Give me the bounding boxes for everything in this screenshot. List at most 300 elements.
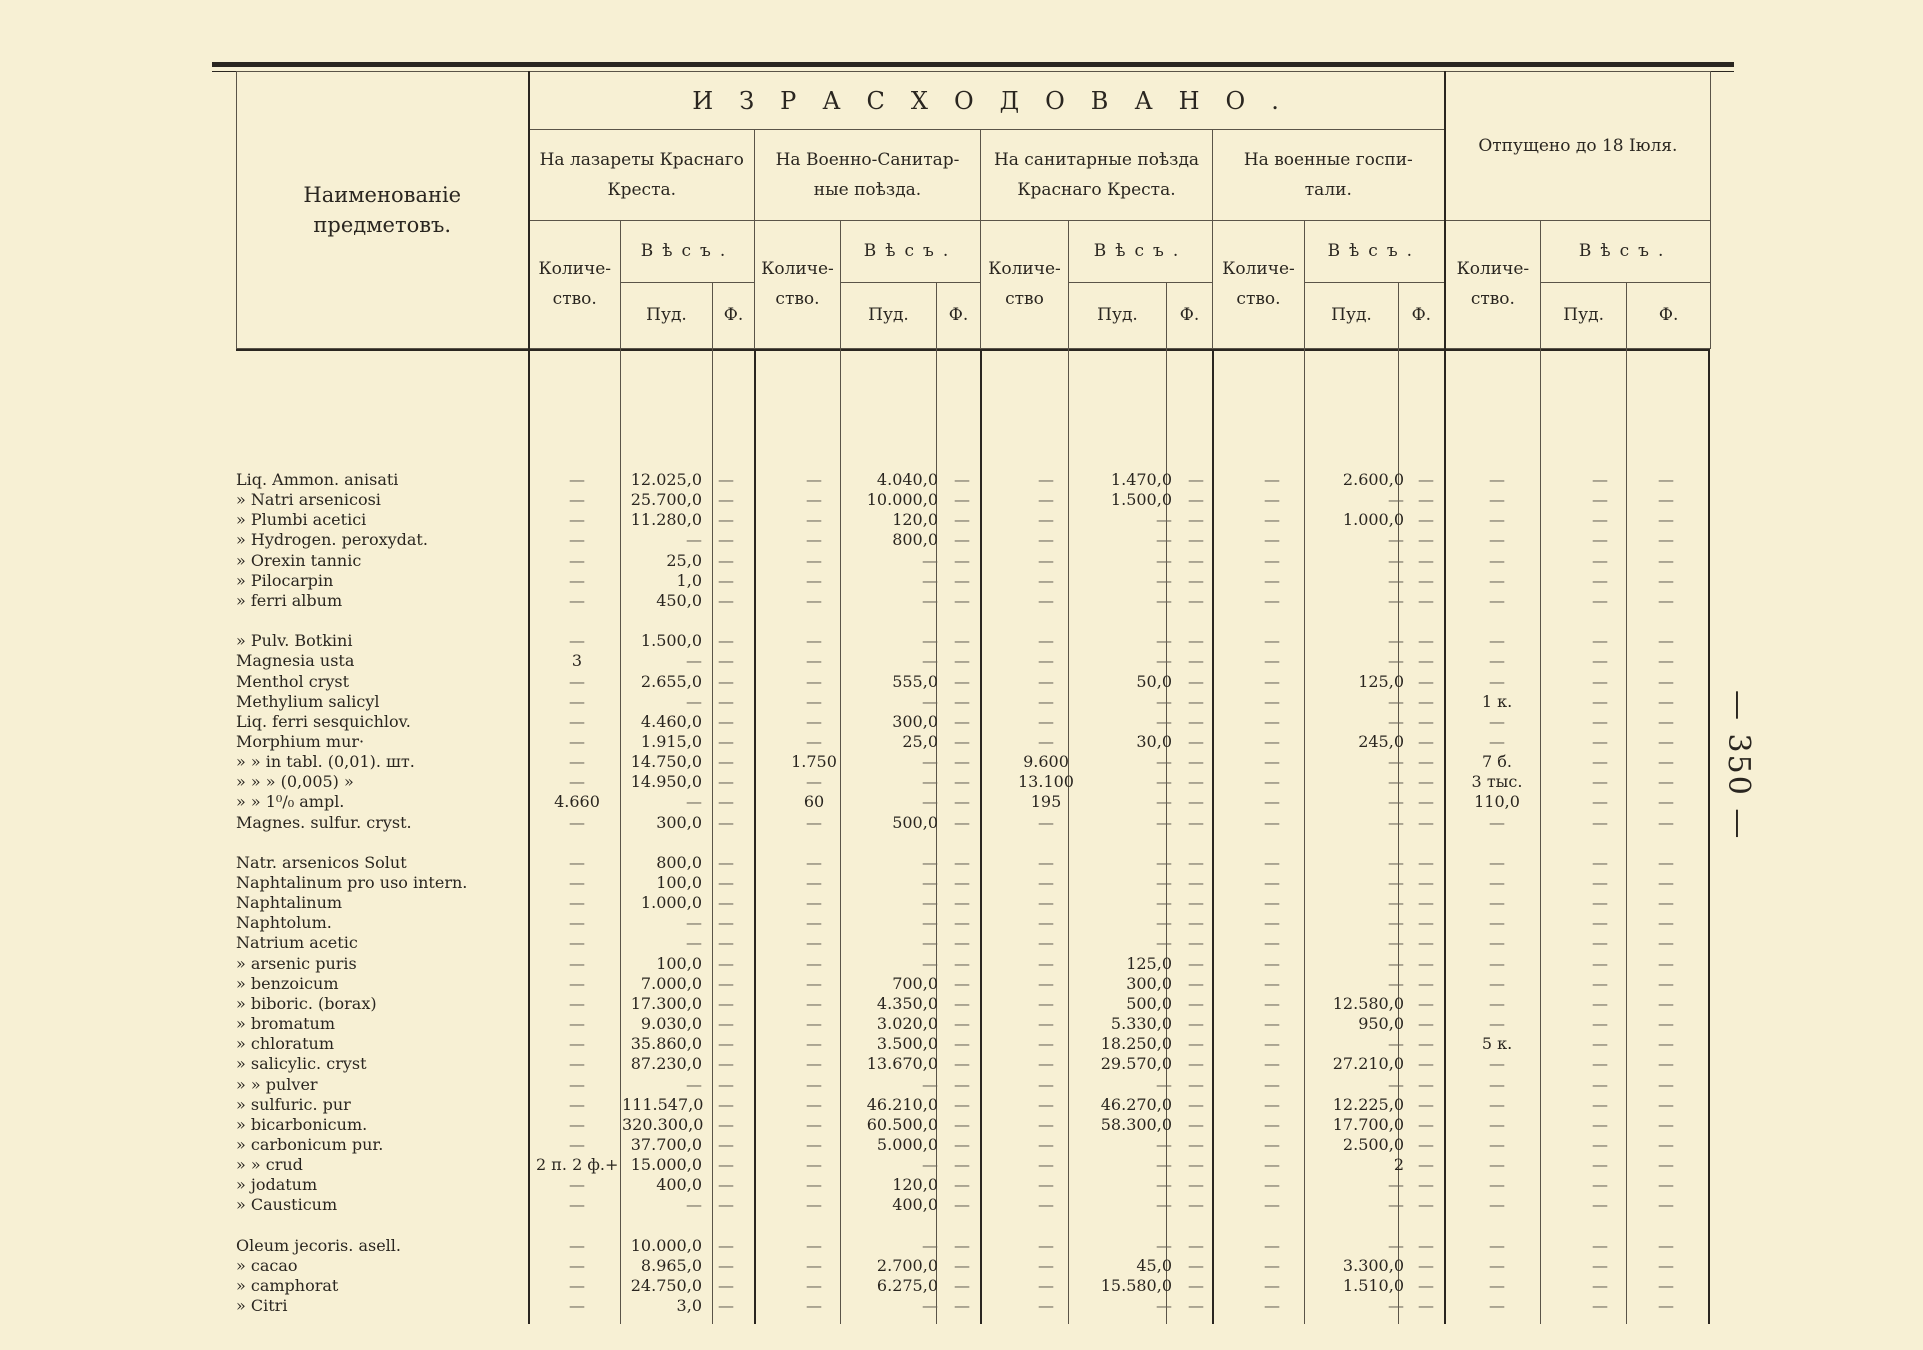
value-cell: 300,0	[892, 711, 938, 731]
table-row	[236, 1135, 1710, 1155]
table-row	[236, 651, 1710, 671]
table-row	[236, 1115, 1710, 1135]
value-cell: —	[954, 913, 970, 933]
funt-header: Ф.	[1627, 282, 1711, 348]
value-cell: —	[1489, 671, 1505, 691]
value-cell: —	[1264, 913, 1280, 933]
value-cell: —	[1489, 893, 1505, 913]
value-cell: —	[1156, 933, 1172, 953]
value-cell: —	[569, 812, 585, 832]
value-cell: —	[1188, 731, 1204, 751]
value-cell: —	[1418, 1014, 1434, 1034]
value-cell: —	[1592, 671, 1608, 691]
value-cell: —	[1418, 913, 1434, 933]
value-cell: —	[806, 490, 822, 510]
value-cell: —	[1658, 550, 1674, 570]
value-cell: —	[1388, 973, 1404, 993]
value-cell: —	[1658, 1155, 1674, 1175]
value-cell: —	[922, 550, 938, 570]
value-cell: —	[1264, 490, 1280, 510]
value-cell: —	[954, 1155, 970, 1175]
value-cell: —	[1592, 873, 1608, 892]
value-cell: 2.655,0	[640, 671, 702, 691]
value-cell: —	[569, 1296, 585, 1316]
value-cell: —	[569, 490, 585, 510]
item-name: Natr. arsenicos Solut	[236, 853, 528, 873]
value-cell	[858, 833, 938, 853]
table-row	[236, 772, 1710, 792]
header-bottom-rule	[236, 349, 1710, 351]
value-cell: —	[718, 570, 734, 590]
value-cell: —	[718, 651, 734, 671]
value-cell: —	[1156, 1074, 1172, 1094]
value-cell: —	[1418, 570, 1434, 590]
value-cell: —	[1188, 470, 1204, 489]
value-cell: —	[806, 812, 822, 832]
value-cell: —	[1418, 1235, 1434, 1255]
value-cell: —	[569, 1094, 585, 1114]
value-cell: 3	[571, 651, 583, 671]
value-cell: —	[1038, 1034, 1054, 1054]
value-cell: —	[569, 530, 585, 550]
value-cell: —	[1658, 993, 1674, 1013]
value-cell: —	[1489, 1134, 1505, 1154]
value-cell: —	[718, 772, 734, 792]
value-cell: —	[1264, 1175, 1280, 1195]
value-cell: —	[1592, 1235, 1608, 1255]
value-cell: —	[1592, 1175, 1608, 1195]
value-cell: —	[1418, 1255, 1434, 1275]
value-cell: —	[1264, 691, 1280, 711]
table-row	[236, 1216, 1710, 1236]
value-cell: —	[1418, 812, 1434, 832]
value-cell: —	[1418, 711, 1434, 731]
value-cell: —	[1658, 570, 1674, 590]
value-cell: —	[569, 772, 585, 792]
value-cell	[1088, 833, 1172, 853]
value-cell	[706, 1216, 746, 1236]
value-cell: —	[1156, 1134, 1172, 1154]
value-cell: —	[954, 1195, 970, 1215]
value-cell: —	[806, 933, 822, 953]
value-cell: —	[1592, 1276, 1608, 1295]
spent-header: ИЗРАСХОДОВАНО.	[529, 72, 1445, 130]
pud-header: Пуд.	[841, 282, 937, 348]
value-cell: —	[1038, 470, 1054, 489]
value-cell	[536, 611, 618, 631]
value-cell: —	[1418, 953, 1434, 973]
value-cell: —	[1038, 631, 1054, 651]
value-cell: —	[806, 953, 822, 973]
item-name: Oleum jecoris. asell.	[236, 1236, 528, 1256]
value-cell: —	[1388, 1175, 1404, 1195]
value-cell: —	[806, 1175, 822, 1195]
value-cell: 14.950,0	[630, 772, 702, 792]
value-cell: —	[569, 550, 585, 570]
value-cell: —	[806, 570, 822, 590]
value-cell: —	[1188, 772, 1204, 792]
value-cell: —	[1489, 570, 1505, 590]
value-cell: —	[1418, 671, 1434, 691]
value-cell	[1406, 1216, 1446, 1236]
value-cell: —	[1418, 651, 1434, 671]
value-cell: —	[922, 792, 938, 812]
value-cell: —	[569, 510, 585, 530]
value-cell: —	[1038, 1054, 1054, 1074]
value-cell	[774, 833, 854, 853]
table-row	[236, 833, 1710, 853]
table-row	[236, 490, 1710, 510]
value-cell: —	[1188, 852, 1204, 872]
value-cell: —	[1592, 852, 1608, 872]
value-cell: —	[806, 772, 822, 792]
table-row	[236, 591, 1710, 611]
value-cell: —	[954, 1134, 970, 1154]
value-cell	[1570, 1216, 1630, 1236]
value-cell: —	[1188, 933, 1204, 953]
value-cell: —	[1489, 651, 1505, 671]
value-cell: —	[569, 893, 585, 913]
value-cell: —	[569, 691, 585, 711]
value-cell: 17.700,0	[1332, 1114, 1404, 1134]
qty-header: Количе- ство	[981, 220, 1069, 348]
value-cell: —	[1038, 1074, 1054, 1094]
value-cell: —	[806, 631, 822, 651]
value-cell: —	[1264, 973, 1280, 993]
value-cell: —	[1156, 1155, 1172, 1175]
value-cell: —	[1489, 973, 1505, 993]
value-cell: —	[1388, 792, 1404, 812]
value-cell: —	[1188, 711, 1204, 731]
value-cell: —	[806, 510, 822, 530]
value-cell: 3.300,0	[1342, 1255, 1404, 1275]
pud-header: Пуд.	[1305, 282, 1399, 348]
table-row	[236, 1296, 1710, 1316]
value-cell: —	[1592, 470, 1608, 489]
table-row	[236, 933, 1710, 953]
value-cell: —	[1188, 631, 1204, 651]
value-cell: —	[806, 530, 822, 550]
table-row	[236, 510, 1710, 530]
value-cell: —	[1658, 731, 1674, 751]
value-cell: —	[954, 731, 970, 751]
value-cell: —	[1038, 1114, 1054, 1134]
value-cell: —	[1264, 852, 1280, 872]
table-row	[236, 974, 1710, 994]
value-cell	[622, 611, 702, 631]
value-cell: —	[1156, 590, 1172, 610]
value-cell: 46.210,0	[866, 1094, 938, 1114]
value-cell: —	[718, 933, 734, 953]
value-cell: —	[1038, 530, 1054, 550]
value-cell: —	[1489, 1094, 1505, 1114]
value-cell: 950,0	[1358, 1014, 1404, 1034]
value-cell: —	[718, 711, 734, 731]
value-cell: —	[569, 1235, 585, 1255]
value-cell: —	[1489, 1195, 1505, 1215]
value-cell: —	[806, 1155, 822, 1175]
value-cell: —	[1188, 490, 1204, 510]
value-cell: —	[1156, 873, 1172, 892]
value-cell: —	[1264, 1134, 1280, 1154]
item-name: Magnesia usta	[236, 651, 528, 671]
value-cell: —	[1188, 1014, 1204, 1034]
value-cell: —	[1658, 671, 1674, 691]
value-cell: —	[1388, 1195, 1404, 1215]
value-cell: —	[718, 752, 734, 772]
value-cell: —	[954, 1014, 970, 1034]
value-cell: —	[1418, 772, 1434, 792]
value-cell: —	[954, 1094, 970, 1114]
value-cell: —	[922, 651, 938, 671]
value-cell: —	[1418, 590, 1434, 610]
value-cell: —	[1388, 913, 1404, 933]
value-cell: —	[1188, 1134, 1204, 1154]
item-name: Natrium acetic	[236, 933, 528, 953]
value-cell: —	[569, 1276, 585, 1295]
table-row	[236, 732, 1710, 752]
item-name: » benzoicum	[236, 974, 528, 994]
value-cell: —	[1418, 470, 1434, 489]
table-row	[236, 1256, 1710, 1276]
value-cell: —	[1264, 711, 1280, 731]
value-cell: —	[806, 711, 822, 731]
item-name: Morphium mur·	[236, 732, 528, 752]
value-cell: 60	[803, 792, 825, 812]
value-cell: —	[1388, 953, 1404, 973]
value-cell: —	[1264, 893, 1280, 913]
value-cell: 111.547,0	[622, 1094, 704, 1114]
value-cell: —	[718, 1155, 734, 1175]
table-row	[236, 672, 1710, 692]
value-cell: —	[569, 1054, 585, 1074]
value-cell: —	[686, 530, 702, 550]
qty-header: Количе- ство.	[529, 220, 621, 348]
value-cell: —	[1264, 510, 1280, 530]
value-cell: —	[1658, 913, 1674, 933]
item-name: » bromatum	[236, 1014, 528, 1034]
value-cell: —	[1418, 1034, 1434, 1054]
group-header-hospitals: На военные госпи- тали.	[1213, 130, 1445, 220]
item-name: » Plumbi acetici	[236, 510, 528, 530]
value-cell: —	[1592, 772, 1608, 792]
value-cell: —	[1658, 631, 1674, 651]
value-cell: —	[1264, 752, 1280, 772]
item-name: » camphorat	[236, 1276, 528, 1296]
value-cell: —	[718, 470, 734, 489]
value-cell: —	[954, 1114, 970, 1134]
value-cell: —	[954, 651, 970, 671]
value-cell: —	[1592, 792, 1608, 812]
qty-header: Количе- ство.	[755, 220, 841, 348]
value-cell: —	[1038, 873, 1054, 892]
value-cell: —	[1038, 893, 1054, 913]
value-cell: —	[1388, 590, 1404, 610]
value-cell: —	[1592, 1054, 1608, 1074]
value-cell: —	[718, 1014, 734, 1034]
value-cell: —	[1388, 651, 1404, 671]
value-cell: 1.000,0	[640, 893, 702, 913]
value-cell: 1.500,0	[640, 631, 702, 651]
value-cell: —	[1156, 1175, 1172, 1195]
value-cell: —	[1264, 993, 1280, 1013]
value-cell: 24.750,0	[630, 1276, 702, 1295]
value-cell: —	[1188, 792, 1204, 812]
value-cell: —	[718, 590, 734, 610]
funt-header: Ф.	[1167, 282, 1213, 348]
value-cell	[1088, 611, 1172, 631]
value-cell: —	[718, 510, 734, 530]
value-cell: —	[954, 812, 970, 832]
value-cell: 4.350,0	[876, 993, 938, 1013]
value-cell: —	[1264, 1054, 1280, 1074]
value-cell: —	[1658, 953, 1674, 973]
value-cell: —	[1388, 852, 1404, 872]
value-cell: —	[1658, 1195, 1674, 1215]
value-cell: —	[1156, 1195, 1172, 1215]
value-cell: —	[954, 490, 970, 510]
value-cell: —	[718, 1235, 734, 1255]
value-cell: —	[1418, 1276, 1434, 1295]
value-cell: —	[1264, 470, 1280, 489]
value-cell: —	[1188, 590, 1204, 610]
value-cell: —	[1418, 731, 1434, 751]
value-cell: —	[1418, 1094, 1434, 1114]
value-cell: —	[718, 852, 734, 872]
value-cell: —	[806, 1114, 822, 1134]
value-cell	[1176, 1216, 1216, 1236]
value-cell: —	[1388, 933, 1404, 953]
value-cell: —	[1658, 812, 1674, 832]
table-row	[236, 1155, 1710, 1175]
value-cell: —	[1188, 1276, 1204, 1295]
value-cell: —	[954, 893, 970, 913]
value-cell: —	[806, 1255, 822, 1275]
value-cell: —	[1188, 1296, 1204, 1316]
value-cell: —	[954, 792, 970, 812]
value-cell: 11.280,0	[630, 510, 702, 530]
value-cell: 1.470,0	[1110, 470, 1172, 489]
value-cell: —	[1264, 530, 1280, 550]
pud-header: Пуд.	[1541, 282, 1627, 348]
weight-header: Вѣсъ.	[1069, 220, 1213, 282]
value-cell: —	[718, 1054, 734, 1074]
table-row	[236, 913, 1710, 933]
value-cell: —	[1388, 1235, 1404, 1255]
value-cell: —	[1489, 1054, 1505, 1074]
item-name: » salicylic. cryst	[236, 1054, 528, 1074]
value-cell: —	[1418, 510, 1434, 530]
value-cell: —	[1188, 550, 1204, 570]
value-cell: —	[1264, 953, 1280, 973]
value-cell: —	[806, 852, 822, 872]
value-cell: —	[1658, 1296, 1674, 1316]
table-header	[236, 71, 1711, 349]
value-cell	[774, 1216, 854, 1236]
value-cell: —	[569, 1074, 585, 1094]
table-row	[236, 470, 1710, 490]
value-cell: 1.750	[791, 752, 837, 772]
weight-header: Вѣсъ.	[621, 220, 755, 282]
value-cell: —	[718, 953, 734, 973]
value-cell: —	[1592, 711, 1608, 731]
value-cell: 5.330,0	[1110, 1014, 1172, 1034]
value-cell: —	[922, 691, 938, 711]
value-cell: —	[1658, 470, 1674, 489]
value-cell: —	[1156, 893, 1172, 913]
value-cell: —	[1592, 490, 1608, 510]
value-cell: 1 к.	[1481, 691, 1513, 711]
value-cell: 17.300,0	[630, 993, 702, 1013]
value-cell: —	[1038, 550, 1054, 570]
item-name: » chloratum	[236, 1034, 528, 1054]
value-cell: 4.460,0	[640, 711, 702, 731]
value-cell: —	[1388, 873, 1404, 892]
value-cell: —	[922, 873, 938, 892]
value-cell: —	[954, 1074, 970, 1094]
value-cell: 120,0	[892, 510, 938, 530]
value-cell: —	[806, 731, 822, 751]
value-cell: —	[1264, 772, 1280, 792]
value-cell: —	[806, 1296, 822, 1316]
item-name: » cacao	[236, 1256, 528, 1276]
value-cell: —	[922, 1074, 938, 1094]
value-cell: 800,0	[892, 530, 938, 550]
value-cell: —	[1264, 792, 1280, 812]
pud-header: Пуд.	[1069, 282, 1167, 348]
value-cell: —	[1188, 1074, 1204, 1094]
value-cell: —	[1489, 731, 1505, 751]
value-cell: —	[1188, 510, 1204, 530]
value-cell: —	[1264, 873, 1280, 892]
value-cell: —	[1418, 1114, 1434, 1134]
item-name: » carbonicum pur.	[236, 1135, 528, 1155]
value-cell	[1452, 611, 1542, 631]
value-cell: —	[1592, 993, 1608, 1013]
value-cell	[1406, 611, 1446, 631]
value-cell	[858, 611, 938, 631]
value-cell: —	[718, 1195, 734, 1215]
value-cell: —	[1489, 711, 1505, 731]
value-cell: —	[1489, 1296, 1505, 1316]
value-cell	[774, 611, 854, 631]
value-cell: —	[569, 1195, 585, 1215]
value-cell: —	[1188, 691, 1204, 711]
value-cell: —	[1489, 1014, 1505, 1034]
value-cell: 5 к.	[1481, 1034, 1513, 1054]
value-cell: —	[1156, 510, 1172, 530]
value-cell: —	[1038, 1195, 1054, 1215]
value-cell: —	[1188, 1054, 1204, 1074]
value-cell: 37.700,0	[630, 1134, 702, 1154]
value-cell: —	[806, 550, 822, 570]
value-cell: 13.670,0	[866, 1054, 938, 1074]
value-cell: —	[922, 631, 938, 651]
value-cell: —	[954, 1034, 970, 1054]
value-cell: —	[806, 651, 822, 671]
value-cell	[1406, 833, 1446, 853]
value-cell: —	[1038, 1276, 1054, 1295]
value-cell: —	[1156, 570, 1172, 590]
value-cell: —	[1188, 913, 1204, 933]
value-cell: 58.300,0	[1100, 1114, 1172, 1134]
item-name: » Hydrogen. peroxydat.	[236, 530, 528, 550]
item-name: » » in tabl. (0,01). шт.	[236, 752, 528, 772]
value-cell: —	[1592, 1155, 1608, 1175]
value-cell: —	[1156, 1235, 1172, 1255]
value-cell: —	[1156, 792, 1172, 812]
table-row	[236, 1175, 1710, 1195]
